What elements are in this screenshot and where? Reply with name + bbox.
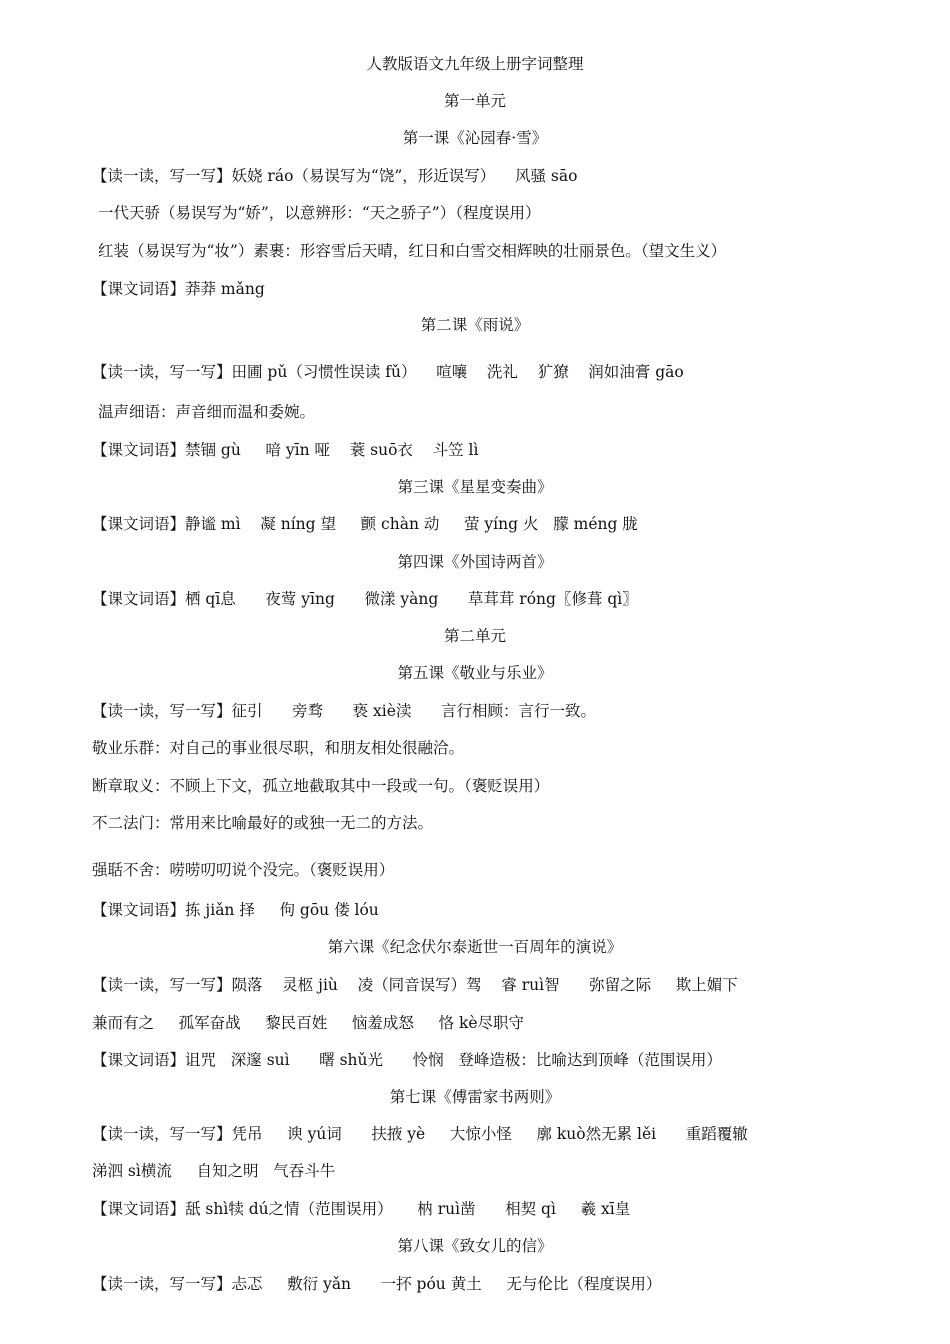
text-line: 【读一读，写一写】田圃 pǔ（习惯性误读 fǔ） 喧嚷 洗礼 犷獠 润如油膏 gāo (92, 363, 684, 381)
text-line: 【课文词语】莽莽 mǎng (92, 280, 265, 298)
text-line: 【课文词语】禁锢 gù 喑 yīn 哑 蓑 suō衣 斗笠 lì (92, 441, 479, 459)
document-title: 人教版语文九年级上册字词整理 (366, 55, 584, 73)
unit-heading: 第二单元 (443, 627, 506, 645)
text-line: 红装（易误写为“妆”）素裹：形容雪后天晴，红日和白雪交相辉映的壮丽景色。（望文生义） (98, 242, 727, 260)
text-line: 兼而有之 孤军奋战 黎民百姓 恼羞成怒 恪 kè尽职守 (92, 1014, 525, 1032)
lesson-heading: 第二课《雨说》 (420, 316, 530, 334)
text-line: 【课文词语】拣 jiǎn 择 佝 gōu 偻 lóu (92, 901, 379, 919)
text-line: 涕泗 sì横流 自知之明 气吞斗牛 (92, 1162, 336, 1180)
text-line: 【读一读，写一写】陨落 灵柩 jiù 凌（同音误写）驾 睿 ruì智 弥留之际 欺上媚下 (92, 976, 738, 994)
text-line: 温声细语：声音细而温和委婉。 (98, 403, 316, 421)
text-line: 【读一读，写一写】忐忑 敷衍 yǎn 一抔 póu 黄土 无与伦比（程度误用） (92, 1275, 662, 1293)
text-line: 【读一读，写一写】妖娆 ráo（易误写为“饶”，形近误写） 风骚 sāo (92, 167, 578, 185)
lesson-heading: 第七课《傅雷家书两则》 (389, 1088, 561, 1106)
lesson-heading: 第三课《星星变奏曲》 (397, 478, 553, 496)
lesson-heading: 第四课《外国诗两首》 (397, 553, 553, 571)
lesson-heading: 第五课《敬业与乐业》 (397, 664, 553, 682)
text-line: 【课文词语】舐 shì犊 dú之情（范围误用） 枘 ruì凿 相契 qì 羲 xī皇 (92, 1200, 631, 1218)
unit-heading: 第一单元 (443, 92, 506, 110)
text-line: 一代天骄（易误写为“娇”，以意辨形：“天之骄子”）（程度误用） (98, 204, 541, 222)
lesson-heading: 第六课《纪念伏尔泰逝世一百周年的演说》 (327, 938, 623, 956)
text-line: 敬业乐群：对自己的事业很尽职，和朋友相处很融洽。 (92, 739, 465, 757)
text-line: 【课文词语】诅咒 深邃 suì 曙 shǔ光 怜悯 登峰造极：比喻达到顶峰（范围误用） (92, 1051, 722, 1069)
lesson-heading: 第一课《沁园春·雪》 (402, 129, 548, 147)
text-line: 断章取义：不顾上下文，孤立地截取其中一段或一句。（褒贬误用） (92, 777, 550, 795)
text-line: 【读一读，写一写】凭吊 谀 yú词 扶掖 yè 大惊小怪 廓 kuò然无累 lěi 重蹈覆辙 (92, 1125, 748, 1143)
text-line: 【课文词语】静谧 mì 凝 níng 望 颤 chàn 动 萤 yíng 火 朦 méng 胧 (92, 515, 638, 533)
lesson-heading: 第八课《致女儿的信》 (397, 1237, 553, 1255)
text-line: 【课文词语】栖 qī息 夜莺 yīng 微漾 yàng 草茸茸 róng〖修葺 qì〗 (92, 590, 638, 608)
text-line: 不二法门：常用来比喻最好的或独一无二的方法。 (92, 814, 434, 832)
text-line: 【读一读，写一写】征引 旁骛 亵 xiè渎 言行相顾：言行一致。 (92, 702, 596, 720)
text-line: 强聒不舍：唠唠叨叨说个没完。（褒贬误用） (92, 861, 395, 879)
